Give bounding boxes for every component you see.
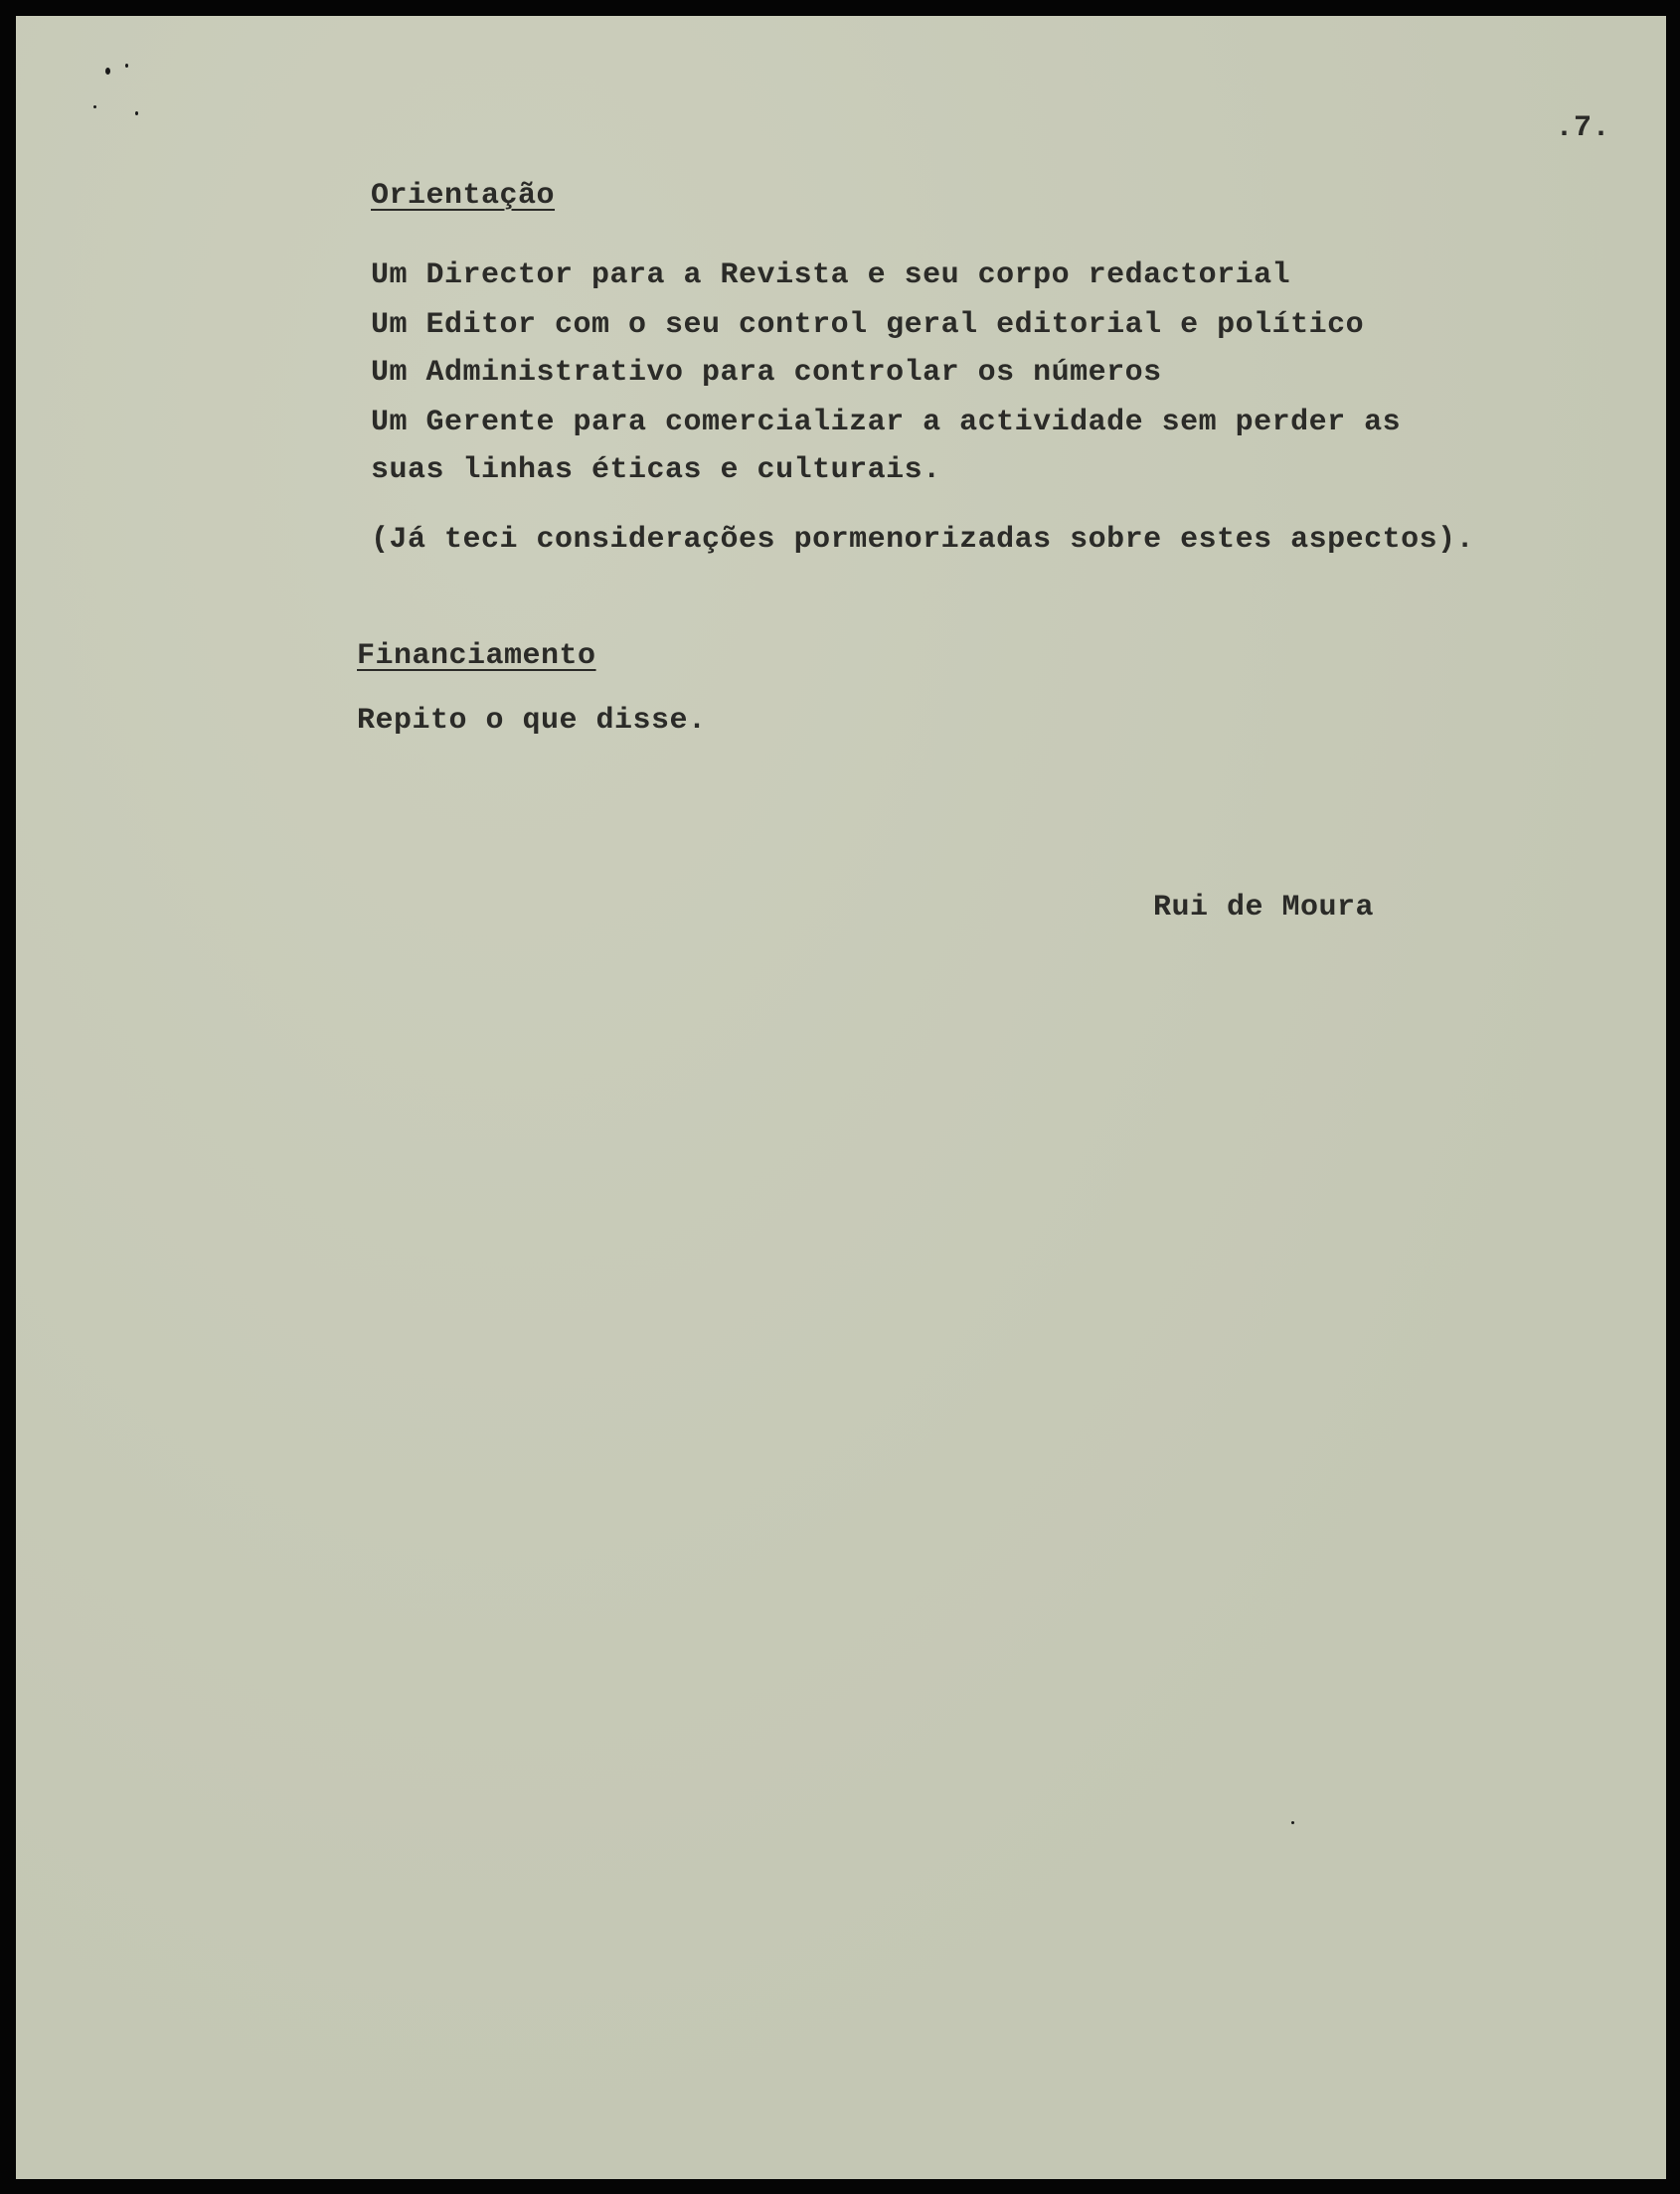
section-heading-financiamento: Financiamento (357, 639, 596, 673)
note-line: (Já teci considerações pormenorizadas sobre estes aspectos). (371, 523, 1475, 557)
text-line: Um Administrativo para controlar os números (371, 356, 1162, 390)
text-line: Repito o que disse. (357, 704, 707, 738)
section-heading-orientacao: Orientação (371, 179, 556, 213)
signature-name: Rui de Moura (1153, 891, 1375, 925)
ink-speck (135, 111, 138, 115)
ink-speck (93, 105, 96, 108)
ink-speck (1291, 1821, 1294, 1824)
page-number: .7. (1555, 111, 1610, 145)
document-page (16, 16, 1666, 2179)
text-line: Um Director para a Revista e seu corpo redactorial (371, 258, 1291, 292)
text-line: suas linhas éticas e culturais. (371, 453, 941, 487)
text-line: Um Editor com o seu control geral editorial e político (371, 308, 1365, 342)
ink-speck (125, 64, 128, 68)
ink-speck (105, 68, 110, 75)
text-line: Um Gerente para comercializar a actividade sem perder as (371, 406, 1402, 439)
